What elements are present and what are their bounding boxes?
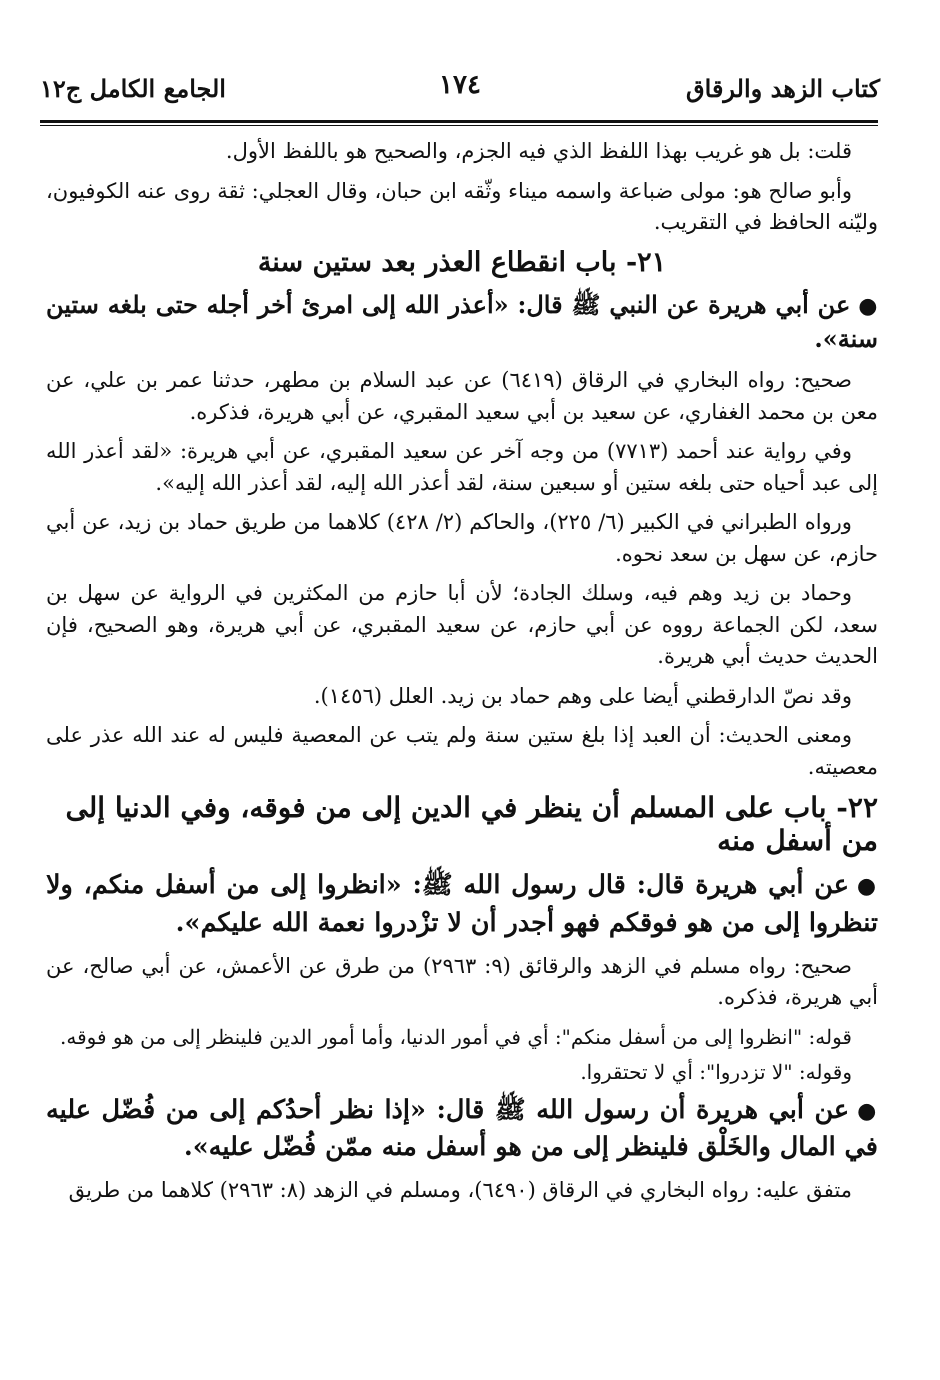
takhrij-paragraph: ومعنى الحديث: أن العبد إذا بلغ ستين سنة ولم يتب عن المعصية فليس له عند الله عذر على معصيته. — [46, 723, 878, 779]
takhrij-paragraph: متفق عليه: رواه البخاري في الرقاق (٦٤٩٠)، ومسلم في الزهد (٨: ٢٩٦٣) كلاهما من طريق — [68, 1178, 852, 1203]
header-rule-thin — [40, 125, 878, 126]
page-header — [40, 64, 880, 110]
hadith-body: عن أبي هريرة عن النبي ﷺ قال: «أعذر الله إلى امرئ أخر أجله حتى بلغه ستين سنة». — [46, 289, 878, 354]
running-collection-title: الجامع الكامل ج١٢ — [40, 74, 226, 103]
bullet-icon: ● — [856, 873, 878, 900]
takhrij-paragraph: ورواه الطبراني في الكبير (٦/ ٢٢٥)، والحاكم (٢/ ٤٢٨) كلاهما من طريق حماد بن زيد، عن أبي حازم، عن سهل بن سعد نحوه. — [46, 510, 878, 566]
takhrij-paragraph: وقد نصّ الدارقطني أيضا على وهم حماد بن زيد. العلل (١٤٥٦). — [313, 683, 852, 708]
takhrij-paragraph: صحيح: رواه مسلم في الزهد والرقائق (٩: ٢٩٦٣) من طرق عن الأعمش، عن أبي صالح، عن أبي هريرة، فذكره. — [46, 953, 878, 1010]
paragraph: قلت: بل هو غريب بهذا اللفظ الذي فيه الجزم، والصحيح هو باللفظ الأول. — [225, 139, 852, 163]
takhrij-paragraph: وفي رواية عند أحمد (٧٧١٣) من وجه آخر عن سعيد المقبري، عن أبي هريرة: «لقد أعذر الله إلى عبد أحياه حتى بلغه ستين أو سبعين سنة، لقد أعذر الله إليه، لقد أعذر الله إليه». — [46, 439, 878, 495]
header-rule-thick — [40, 120, 878, 123]
hadith-body: عن أبي هريرة أن رسول الله ﷺ قال: «إذا نظر أحدُكم إلى من فُضّل عليه في المال والخَلْق فلينظر إلى من هو أسفل منه ممّن فُضّل عليه». — [46, 1094, 878, 1163]
hadith-text — [46, 288, 878, 358]
hadith-text — [46, 867, 878, 942]
explanation-note: قوله: "انظروا إلى من أسفل منكم": أي في أمور الدنيا، وأما أمور الدين فلينظر إلى من هو فوقه. — [60, 1024, 852, 1049]
explanation-note: وقوله: "لا تزدروا": أي لا تحتقروا. — [580, 1059, 852, 1084]
running-book-title: كتاب الزهد والرقاق — [686, 74, 880, 103]
page-body — [46, 136, 878, 1215]
takhrij-paragraph: وحماد بن زيد وهم فيه، وسلك الجادة؛ لأن أبا حازم من المكثرين في الرواية عن سهل بن سعد، لكن الجماعة رووه عن أبي حازم، عن سعيد المقبري، عن أبي هريرة، وهو الصحيح، فإن الحديث حديث أبي هريرة. — [46, 581, 878, 669]
takhrij-paragraph: صحيح: رواه البخاري في الرقاق (٦٤١٩) عن عبد السلام بن مطهر، حدثنا عمر بن علي، عن معن بن محمد الغفاري، عن سعيد بن أبي سعيد المقبري، عن أبي هريرة، فذكره. — [46, 368, 878, 424]
paragraph: وأبو صالح هو: مولى ضباعة واسمه ميناء وثّقه ابن حبان، وقال العجلي: ثقة روى عنه الكوفيون، وليّنه الحافظ في التقريب. — [46, 178, 878, 234]
hadith-body: عن أبي هريرة قال: قال رسول الله ﷺ: «انظروا إلى من أسفل منكم، ولا تنظروا إلى من هو فوقكم فهو أجدر أن لا تزْدروا نعمة الله عليكم». — [46, 870, 878, 938]
bullet-icon: ● — [858, 292, 878, 319]
section-heading-22: ٢٢- باب على المسلم أن ينظر في الدين إلى من فوقه، وفي الدنيا إلى من أسفل منه — [65, 791, 878, 858]
page-number: ١٧٤ — [439, 70, 481, 100]
hadith-text — [46, 1092, 878, 1167]
bullet-icon: ● — [857, 1097, 878, 1124]
section-heading-21: ٢١- باب انقطاع العذر بعد ستين سنة — [257, 246, 667, 278]
